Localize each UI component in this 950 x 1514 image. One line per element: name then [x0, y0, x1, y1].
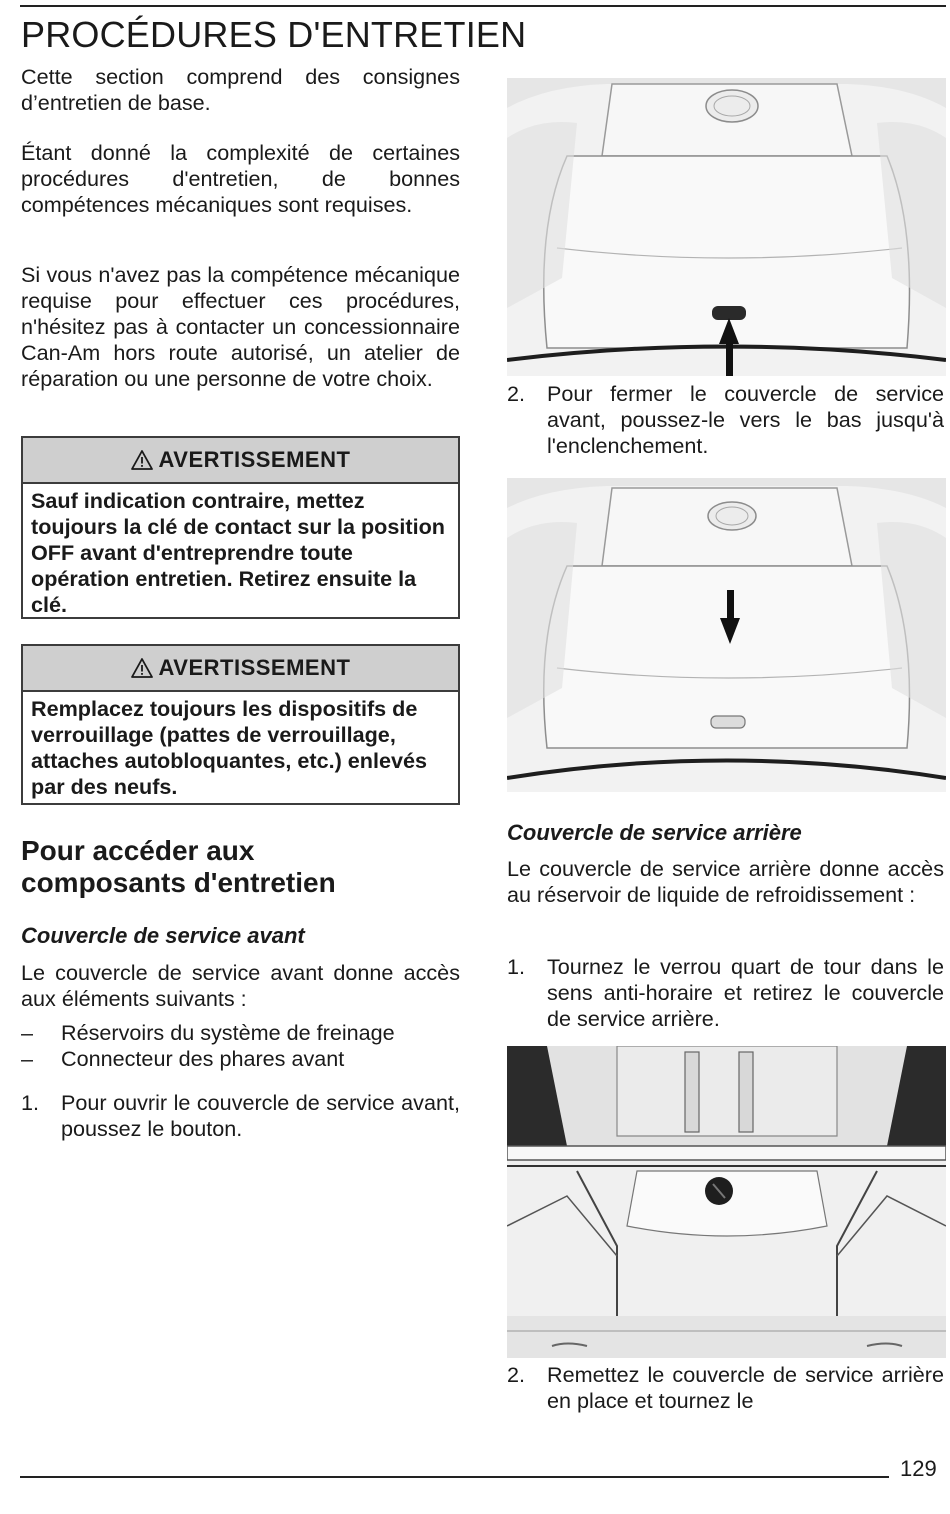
- warning-header: [23, 438, 458, 484]
- warning-box-1: [21, 436, 460, 619]
- warning-heading: AVERTISSEMENT: [158, 447, 351, 472]
- warning-text: Remplacez toujours les dispositifs de verrouillage (pattes de verrouillage, attaches autobloquantes, etc.) enlevés par des neufs.: [31, 696, 428, 799]
- intro-paragraph-1: Cette section comprend des consignes d’entretien de base.: [21, 64, 460, 115]
- section-heading: Pour accéder aux composants d'entretien: [21, 835, 336, 898]
- footer-rule: [20, 1476, 889, 1478]
- intro-paragraph-3: Si vous n'avez pas la compétence mécanique requise pour effectuer ces procédures, n'hésitez pas à contacter un concessionnaire Can-Am hors route autorisé, un atelier de réparation ou une personne de votre choix.: [21, 262, 460, 391]
- warning-heading: AVERTISSEMENT: [158, 655, 351, 680]
- rear-cover-intro: Le couvercle de service arrière donne accès au réservoir de liquide de refroidissement :: [507, 856, 944, 907]
- page-number: 129: [900, 1456, 937, 1481]
- warning-header: [23, 646, 458, 692]
- intro-paragraph-2: Étant donné la complexité de certaines procédures d'entretien, de bonnes compétences mécaniques sont requises.: [21, 140, 460, 217]
- list-item: – Connecteur des phares avant: [21, 1046, 345, 1071]
- front-cover-list: [21, 1020, 460, 1072]
- front-cover-heading: Couvercle de service avant: [21, 923, 305, 948]
- rear-cover-image: [507, 1046, 946, 1358]
- front-step-2: 2. Pour fermer le couvercle de service avant, poussez-le vers le bas jusqu'à l'enclenchement.: [507, 381, 944, 458]
- rear-cover-heading: Couvercle de service arrière: [507, 820, 802, 845]
- rear-step-1: 1. Tournez le verrou quart de tour dans le sens anti-horaire et retirez le couvercle de service arrière.: [507, 954, 944, 1031]
- warning-triangle-icon: [131, 658, 153, 678]
- rear-step-2: 2. Remettez le couvercle de service arrière en place et tournez le: [507, 1362, 944, 1413]
- warning-triangle-icon: [131, 450, 153, 470]
- warning-text: Sauf indication contraire, mettez toujours la clé de contact sur la position OFF avant d'entreprendre toute opération entretien. Retirez ensuite la clé.: [31, 488, 445, 617]
- front-step-1: 1. Pour ouvrir le couvercle de service avant, poussez le bouton.: [21, 1090, 460, 1141]
- front-cover-open-image: [507, 78, 946, 376]
- page-title: PROCÉDURES D'ENTRETIEN: [21, 14, 527, 55]
- warning-box-2: [21, 644, 460, 805]
- front-cover-close-image: [507, 478, 946, 792]
- front-cover-intro: Le couvercle de service avant donne accès aux éléments suivants :: [21, 960, 460, 1011]
- list-item: – Réservoirs du système de freinage: [21, 1020, 395, 1045]
- header-rule: [20, 5, 946, 7]
